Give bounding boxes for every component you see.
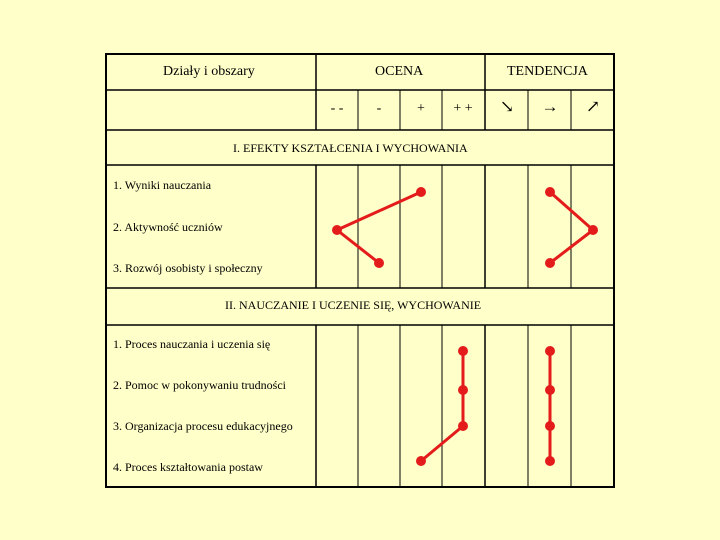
section-item: 3. Rozwój osobisty i społeczny — [113, 261, 263, 275]
trend-down-icon: ↘ — [499, 97, 515, 116]
header-rating-label: OCENA — [375, 64, 424, 79]
rating-level-low: - — [376, 101, 382, 116]
trend-up-icon: ↗ — [585, 97, 601, 116]
section-item: 2. Aktywność uczniów — [113, 220, 223, 234]
header-sections-label: Działy i obszary — [163, 64, 255, 79]
section-item: 4. Proces kształtowania postaw — [113, 460, 263, 474]
header-trend-label: TENDENCJA — [507, 64, 588, 79]
section-title: I. EFEKTY KSZTAŁCENIA I WYCHOWANIA — [233, 141, 468, 155]
section-item: 1. Proces nauczania i uczenia się — [113, 337, 271, 351]
trend-flat-icon: → — [541, 97, 559, 116]
section-item: 3. Organizacja procesu edukacyjnego — [113, 419, 293, 433]
section-title: II. NAUCZANIE I UCZENIE SIĘ, WYCHOWANIE — [225, 298, 482, 312]
section-item: 2. Pomoc w pokonywaniu trudności — [113, 378, 286, 392]
rating-level-high: + — [417, 101, 425, 116]
rating-level-very-high: + + — [453, 101, 473, 116]
rating-level-very-low: - - — [330, 101, 344, 116]
section-item: 1. Wyniki nauczania — [113, 178, 212, 192]
